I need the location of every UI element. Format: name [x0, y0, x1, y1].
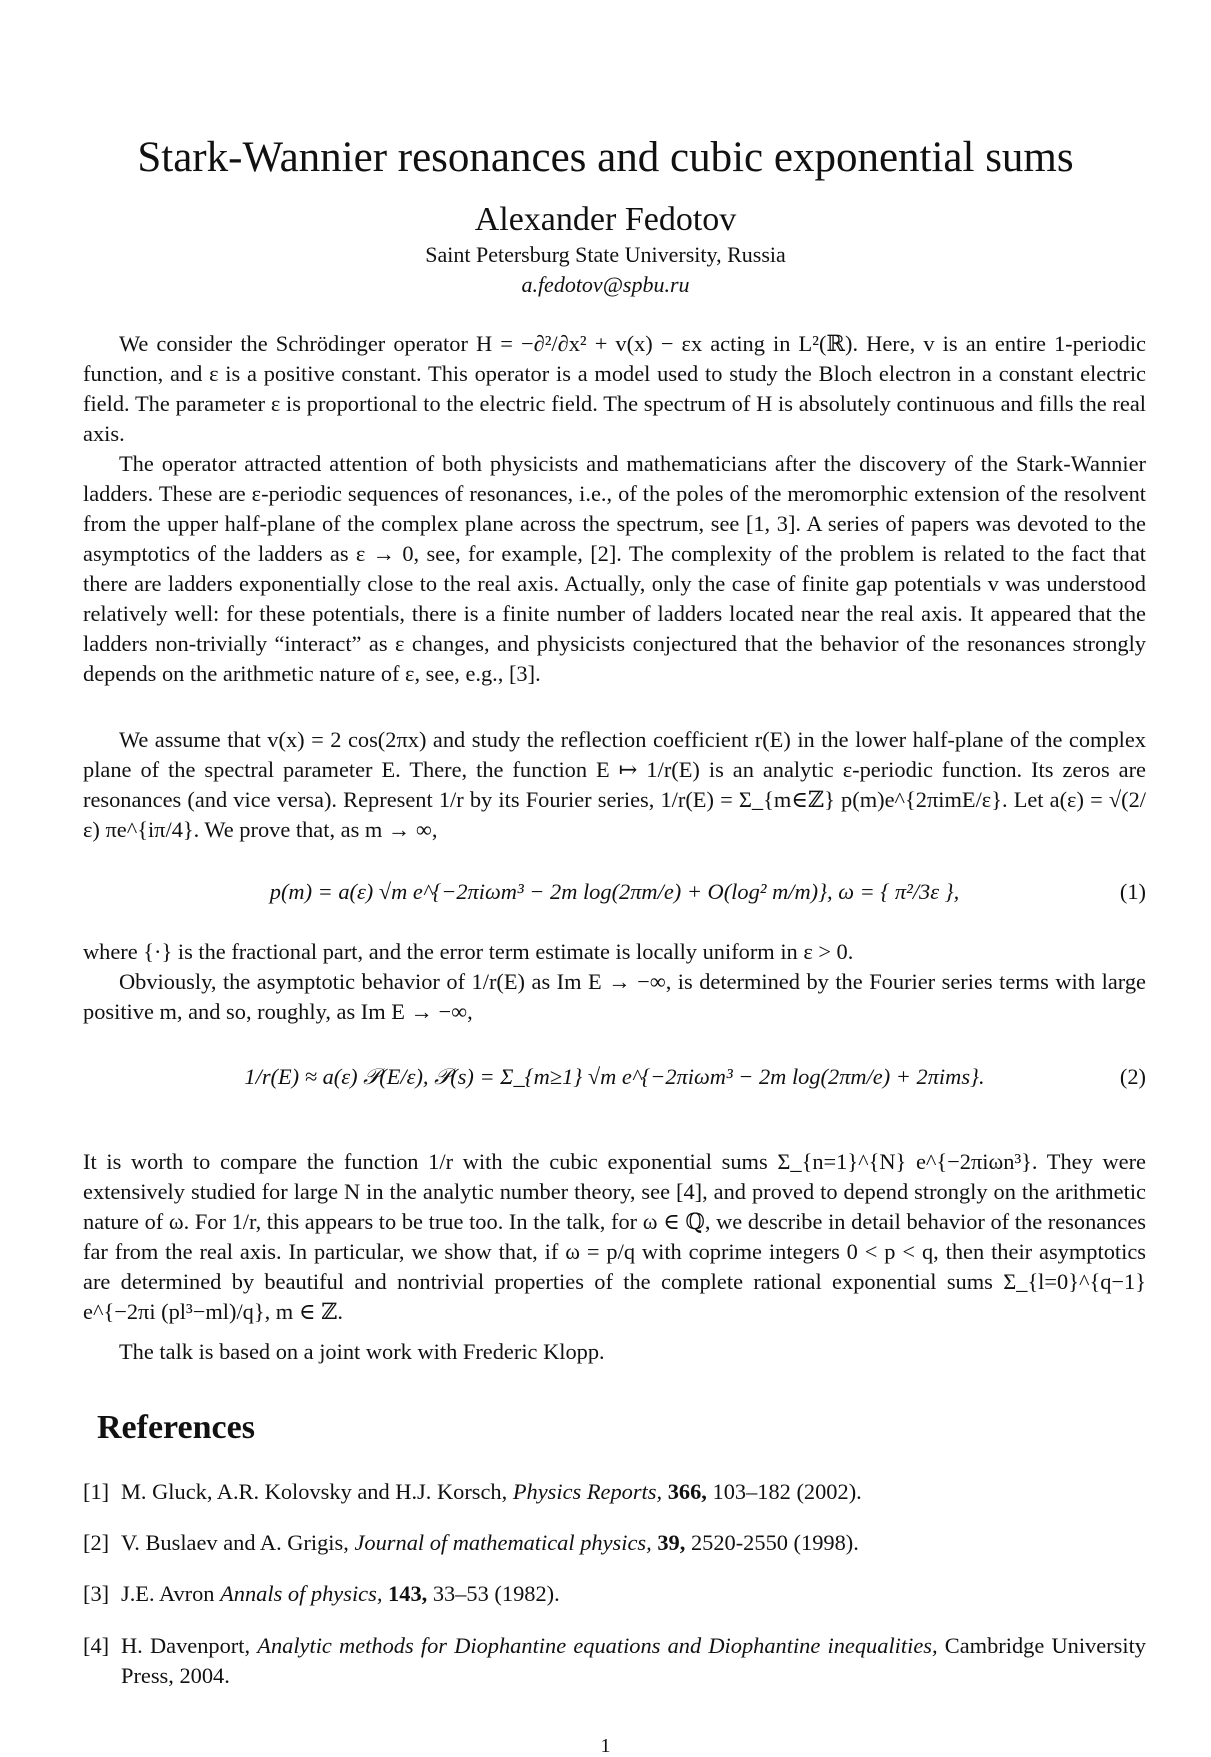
reference-item: [83, 1631, 1146, 1691]
paragraph-asymptotic: Obviously, the asymptotic behavior of 1/r(E) as Im E → −∞, is determined by the Fourier series terms with large positive m, and so, roughly, as Im E → −∞,: [83, 969, 1146, 1024]
author-name: Alexander Fedotov: [474, 201, 737, 238]
abstract-paragraph-6: [83, 1147, 1146, 1327]
equation-2-number: (2): [1119, 1064, 1146, 1089]
abstract-paragraph-4: [83, 937, 1146, 967]
reference-item: [83, 1579, 1146, 1609]
paragraph-cubic-sums: It is worth to compare the function 1/r with the cubic exponential sums Σ_{n=1}^{N} e^{−2πiωn³}. They were extensively studied for large N in the analytic number theory, see [4], and proved to depend strongly on the arithmetic nature of ω. For 1/r, this appears to be true too. In the talk, for ω ∈ ℚ, we describe in detail behavior of the resonances far from the real axis. In particular, we show that, if ω = p/q with coprime integers 0 < p < q, then their asymptotics are determined by beautiful and nontrivial properties of the complete rational exponential sums Σ_{l=0}^{q−1} e^{−2πi (pl³−ml)/q}, m ∈ ℤ.: [83, 1149, 1146, 1324]
reference-number: [2]: [83, 1530, 110, 1555]
abstract-paragraph-3: [83, 725, 1146, 845]
abstract-paragraph-1: [83, 329, 1146, 449]
equation-2: [83, 1062, 1146, 1094]
reference-authors: M. Gluck, A.R. Kolovsky and H.J. Korsch,: [121, 1479, 508, 1504]
reference-authors: H. Davenport,: [121, 1633, 251, 1658]
reference-authors: V. Buslaev and A. Grigis,: [121, 1530, 349, 1555]
abstract-paragraph-5: [83, 967, 1146, 1027]
reference-authors: J.E. Avron: [121, 1581, 215, 1606]
author-email[interactable]: a.fedotov@spbu.ru: [521, 272, 690, 297]
equation-2-body: 1/r(E) ≈ a(ε) 𝒫(E/ε), 𝒫(s) = Σ_{m≥1} √m e^{−2πiωm³ − 2m log(2πm/e) + 2πims}.: [244, 1064, 985, 1089]
paragraph-ladders: The operator attracted attention of both physicists and mathematicians after the discovery of the Stark-Wannier ladders. These are ε-periodic sequences of resonances, i.e., of the poles of the meromorphic extension of the resolvent from the upper half-plane of the complex plane across the spectrum, see [1, 3]. A series of papers was devoted to the asymptotics of the ladders as ε → 0, see, for example, [2]. The complexity of the problem is related to the fact that there are ladders exponentially close to the real axis. Actually, only the case of finite gap potentials v was understood relatively well: for these potentials, there is a finite number of ladders located near the real axis. It appeared that the ladders non-trivially “interact” as ε changes, and physicists conjectured that the behavior of the resonances strongly depends on the arithmetic nature of ε, see, e.g., [3].: [83, 451, 1146, 686]
reference-number: [1]: [83, 1479, 110, 1504]
reference-details: 103–182 (2002).: [712, 1479, 862, 1504]
abstract-paragraph-7: [83, 1337, 1146, 1367]
page-number: 1: [600, 1735, 611, 1757]
author-affiliation: Saint Petersburg State University, Russia: [425, 242, 786, 267]
paragraph-acknowledgement: The talk is based on a joint work with Frederic Klopp.: [119, 1339, 605, 1364]
reference-journal: Analytic methods for Diophantine equations and Diophantine inequalities,: [257, 1633, 938, 1658]
references-heading: References: [97, 1409, 255, 1446]
reference-journal: Physics Reports,: [512, 1479, 663, 1504]
reference-volume: 366,: [667, 1479, 707, 1504]
reference-number: [4]: [83, 1633, 110, 1658]
reference-journal: Journal of mathematical physics,: [354, 1530, 652, 1555]
equation-1-number: (1): [1119, 879, 1146, 904]
reference-volume: 39,: [657, 1530, 686, 1555]
reference-details: 33–53 (1982).: [432, 1581, 560, 1606]
reference-item: [83, 1528, 1146, 1558]
equation-1: [83, 877, 1146, 909]
equation-1-body: p(m) = a(ε) √m e^{−2πiωm³ − 2m log(2πm/e) + O(log² m/m)}, ω = { π²/3ε },: [269, 879, 960, 904]
reference-journal: Annals of physics,: [220, 1581, 383, 1606]
paragraph-operator: We consider the Schrödinger operator H = −∂²/∂x² + v(x) − εx acting in L²(ℝ). Here, v is an entire 1-periodic function, and ε is a positive constant. This operator is a model used to study the Bloch electron in a constant electric field. The parameter ε is proportional to the electric field. The spectrum of H is absolutely continuous and fills the real axis.: [83, 331, 1146, 446]
paper-title: Stark-Wannier resonances and cubic exponential sums: [137, 134, 1074, 181]
abstract-paragraph-2: [83, 449, 1146, 689]
reference-volume: 143,: [388, 1581, 428, 1606]
reference-details: 2520-2550 (1998).: [690, 1530, 859, 1555]
reference-number: [3]: [83, 1581, 110, 1606]
paragraph-fractional-part: where {·} is the fractional part, and the error term estimate is locally uniform in ε > 0.: [83, 939, 854, 964]
paragraph-assumption: We assume that v(x) = 2 cos(2πx) and study the reflection coefficient r(E) in the lower half-plane of the complex plane of the spectral parameter E. There, the function E ↦ 1/r(E) is an analytic ε-periodic function. Its zeros are resonances (and vice versa). Represent 1/r by its Fourier series, 1/r(E) = Σ_{m∈ℤ} p(m)e^{2πimE/ε}. Let a(ε) = √(2/ε) πe^{iπ/4}. We prove that, as m → ∞,: [83, 727, 1146, 842]
reference-item: [83, 1477, 1146, 1507]
reference-details: Cambridge University Press, 2004.: [121, 1633, 1146, 1688]
